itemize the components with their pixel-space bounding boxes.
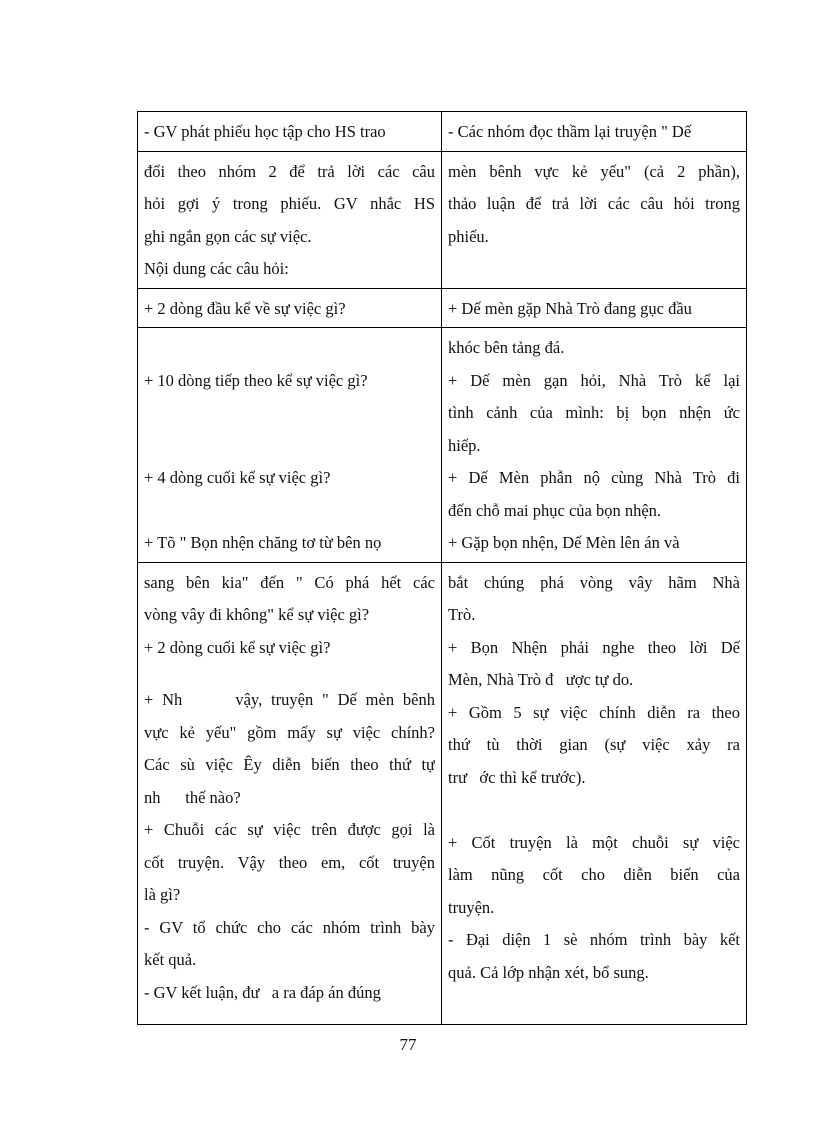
text-line: + 10 dòng tiếp theo kể sự việc gì? bbox=[144, 370, 368, 390]
text-line: + Dế Mèn phẫn nộ cùng Nhà Trò đi bbox=[448, 468, 740, 487]
student-activity-cell bbox=[442, 288, 747, 328]
text-line: thảo luận để trả lời các câu hỏi trong bbox=[448, 194, 740, 213]
spacer bbox=[144, 397, 435, 430]
text-line: bắt chúng phá vòng vây hãm Nhà bbox=[448, 572, 740, 592]
text-line: Mèn, Nhà Trò đ ược tự do. bbox=[448, 670, 634, 689]
table-row bbox=[138, 288, 747, 328]
text-line: trư ớc thì kể trước). bbox=[448, 767, 586, 787]
spacer bbox=[448, 794, 740, 827]
student-activity-cell bbox=[442, 328, 747, 563]
text-line: - Đại diện 1 sè nhóm trình bày kết bbox=[448, 930, 740, 949]
teacher-activity-cell bbox=[138, 562, 442, 1024]
teacher-activity-cell bbox=[138, 112, 442, 152]
text-line: truyện. bbox=[448, 897, 495, 917]
student-activity-cell bbox=[442, 112, 747, 152]
text-line: làm nũng cốt cho diễn biến của bbox=[448, 865, 740, 884]
text-line: + Bọn Nhện phải nghe theo lời Dế bbox=[448, 637, 740, 657]
teacher-activity-cell bbox=[138, 328, 442, 563]
text-line: - GV phát phiếu học tập cho HS trao bbox=[144, 122, 386, 141]
spacer bbox=[144, 495, 435, 528]
text-line: đổi theo nhóm 2 để trả lời các câu bbox=[144, 161, 435, 181]
spacer bbox=[144, 664, 435, 684]
text-line: + Dế mèn gạn hỏi, Nhà Trò kể lại bbox=[448, 370, 740, 390]
text-line: Các sù việc Êy diễn biến theo thứ tự bbox=[144, 755, 435, 774]
table-row bbox=[138, 112, 747, 152]
text-line: phiếu. bbox=[448, 226, 489, 246]
text-line: ghi ngắn gọn các sự việc. bbox=[144, 226, 312, 246]
text-line: hỏi gợi ý trong phiếu. GV nhắc HS bbox=[144, 194, 435, 213]
text-line: + 2 dòng cuối kể sự việc gì? bbox=[144, 637, 331, 657]
table-row bbox=[138, 151, 747, 288]
text-line: tình cảnh của mình: bị bọn nhện ức bbox=[448, 403, 740, 422]
text-line: + Gồm 5 sự việc chính diễn ra theo bbox=[448, 702, 740, 722]
text-line: vòng vây đi không" kể sự việc gì? bbox=[144, 605, 370, 624]
text-line: quả. Cả lớp nhận xét, bổ sung. bbox=[448, 962, 649, 982]
text-line: + Nh vậy, truyện " Dế mèn bênh bbox=[144, 690, 435, 709]
text-line: - GV tổ chức cho các nhóm trình bày bbox=[144, 917, 435, 937]
text-line: nh thế nào? bbox=[144, 787, 241, 807]
table-row bbox=[138, 562, 747, 1024]
student-activity-cell bbox=[442, 562, 747, 1024]
text-line: + Chuỗi các sự việc trên được gọi là bbox=[144, 820, 435, 839]
text-line: - Các nhóm đọc thầm lại truyện " Dế bbox=[448, 122, 692, 141]
text-line: thứ tù thời gian (sự việc xảy ra bbox=[448, 735, 740, 754]
text-line: + Gặp bọn nhện, Dế Mèn lên án và bbox=[448, 533, 680, 552]
text-line: khóc bên tảng đá. bbox=[448, 338, 565, 357]
text-line: + 4 dòng cuối kể sự việc gì? bbox=[144, 468, 331, 487]
text-line: vực kẻ yếu" gồm mấy sự việc chính? bbox=[144, 722, 435, 742]
text-line: Nội dung các câu hỏi: bbox=[144, 259, 289, 278]
spacer bbox=[448, 989, 740, 1022]
text-line: hiếp. bbox=[448, 435, 481, 455]
table-row bbox=[138, 328, 747, 563]
text-line: - GV kết luận, đư a ra đáp án đúng bbox=[144, 982, 381, 1002]
text-line: đến chỗ mai phục của bọn nhện. bbox=[448, 500, 662, 520]
text-line: + Tõ " Bọn nhện chăng tơ từ bên nọ bbox=[144, 533, 382, 552]
teacher-activity-cell bbox=[138, 288, 442, 328]
text-line: cốt truyện. Vậy theo em, cốt truyện bbox=[144, 852, 435, 872]
text-line: + 2 dòng đầu kể về sự việc gì? bbox=[144, 298, 346, 318]
text-line: sang bên kia" đến " Có phá hết các bbox=[144, 572, 435, 592]
text-line: + Cốt truyện là một chuỗi sự việc bbox=[448, 832, 740, 852]
page-number: 77 bbox=[399, 1035, 417, 1054]
spacer bbox=[144, 430, 435, 463]
text-line: kết quả. bbox=[144, 950, 197, 969]
text-line: + Dế mèn gặp Nhà Trò đang gục đầu bbox=[448, 298, 692, 318]
text-line: Trò. bbox=[448, 605, 476, 624]
spacer bbox=[144, 332, 435, 365]
student-activity-cell bbox=[442, 151, 747, 288]
teacher-activity-cell bbox=[138, 151, 442, 288]
text-line: mèn bênh vực kẻ yếu" (cả 2 phần), bbox=[448, 161, 740, 181]
text-line: là gì? bbox=[144, 885, 181, 904]
lesson-table bbox=[137, 111, 747, 1025]
